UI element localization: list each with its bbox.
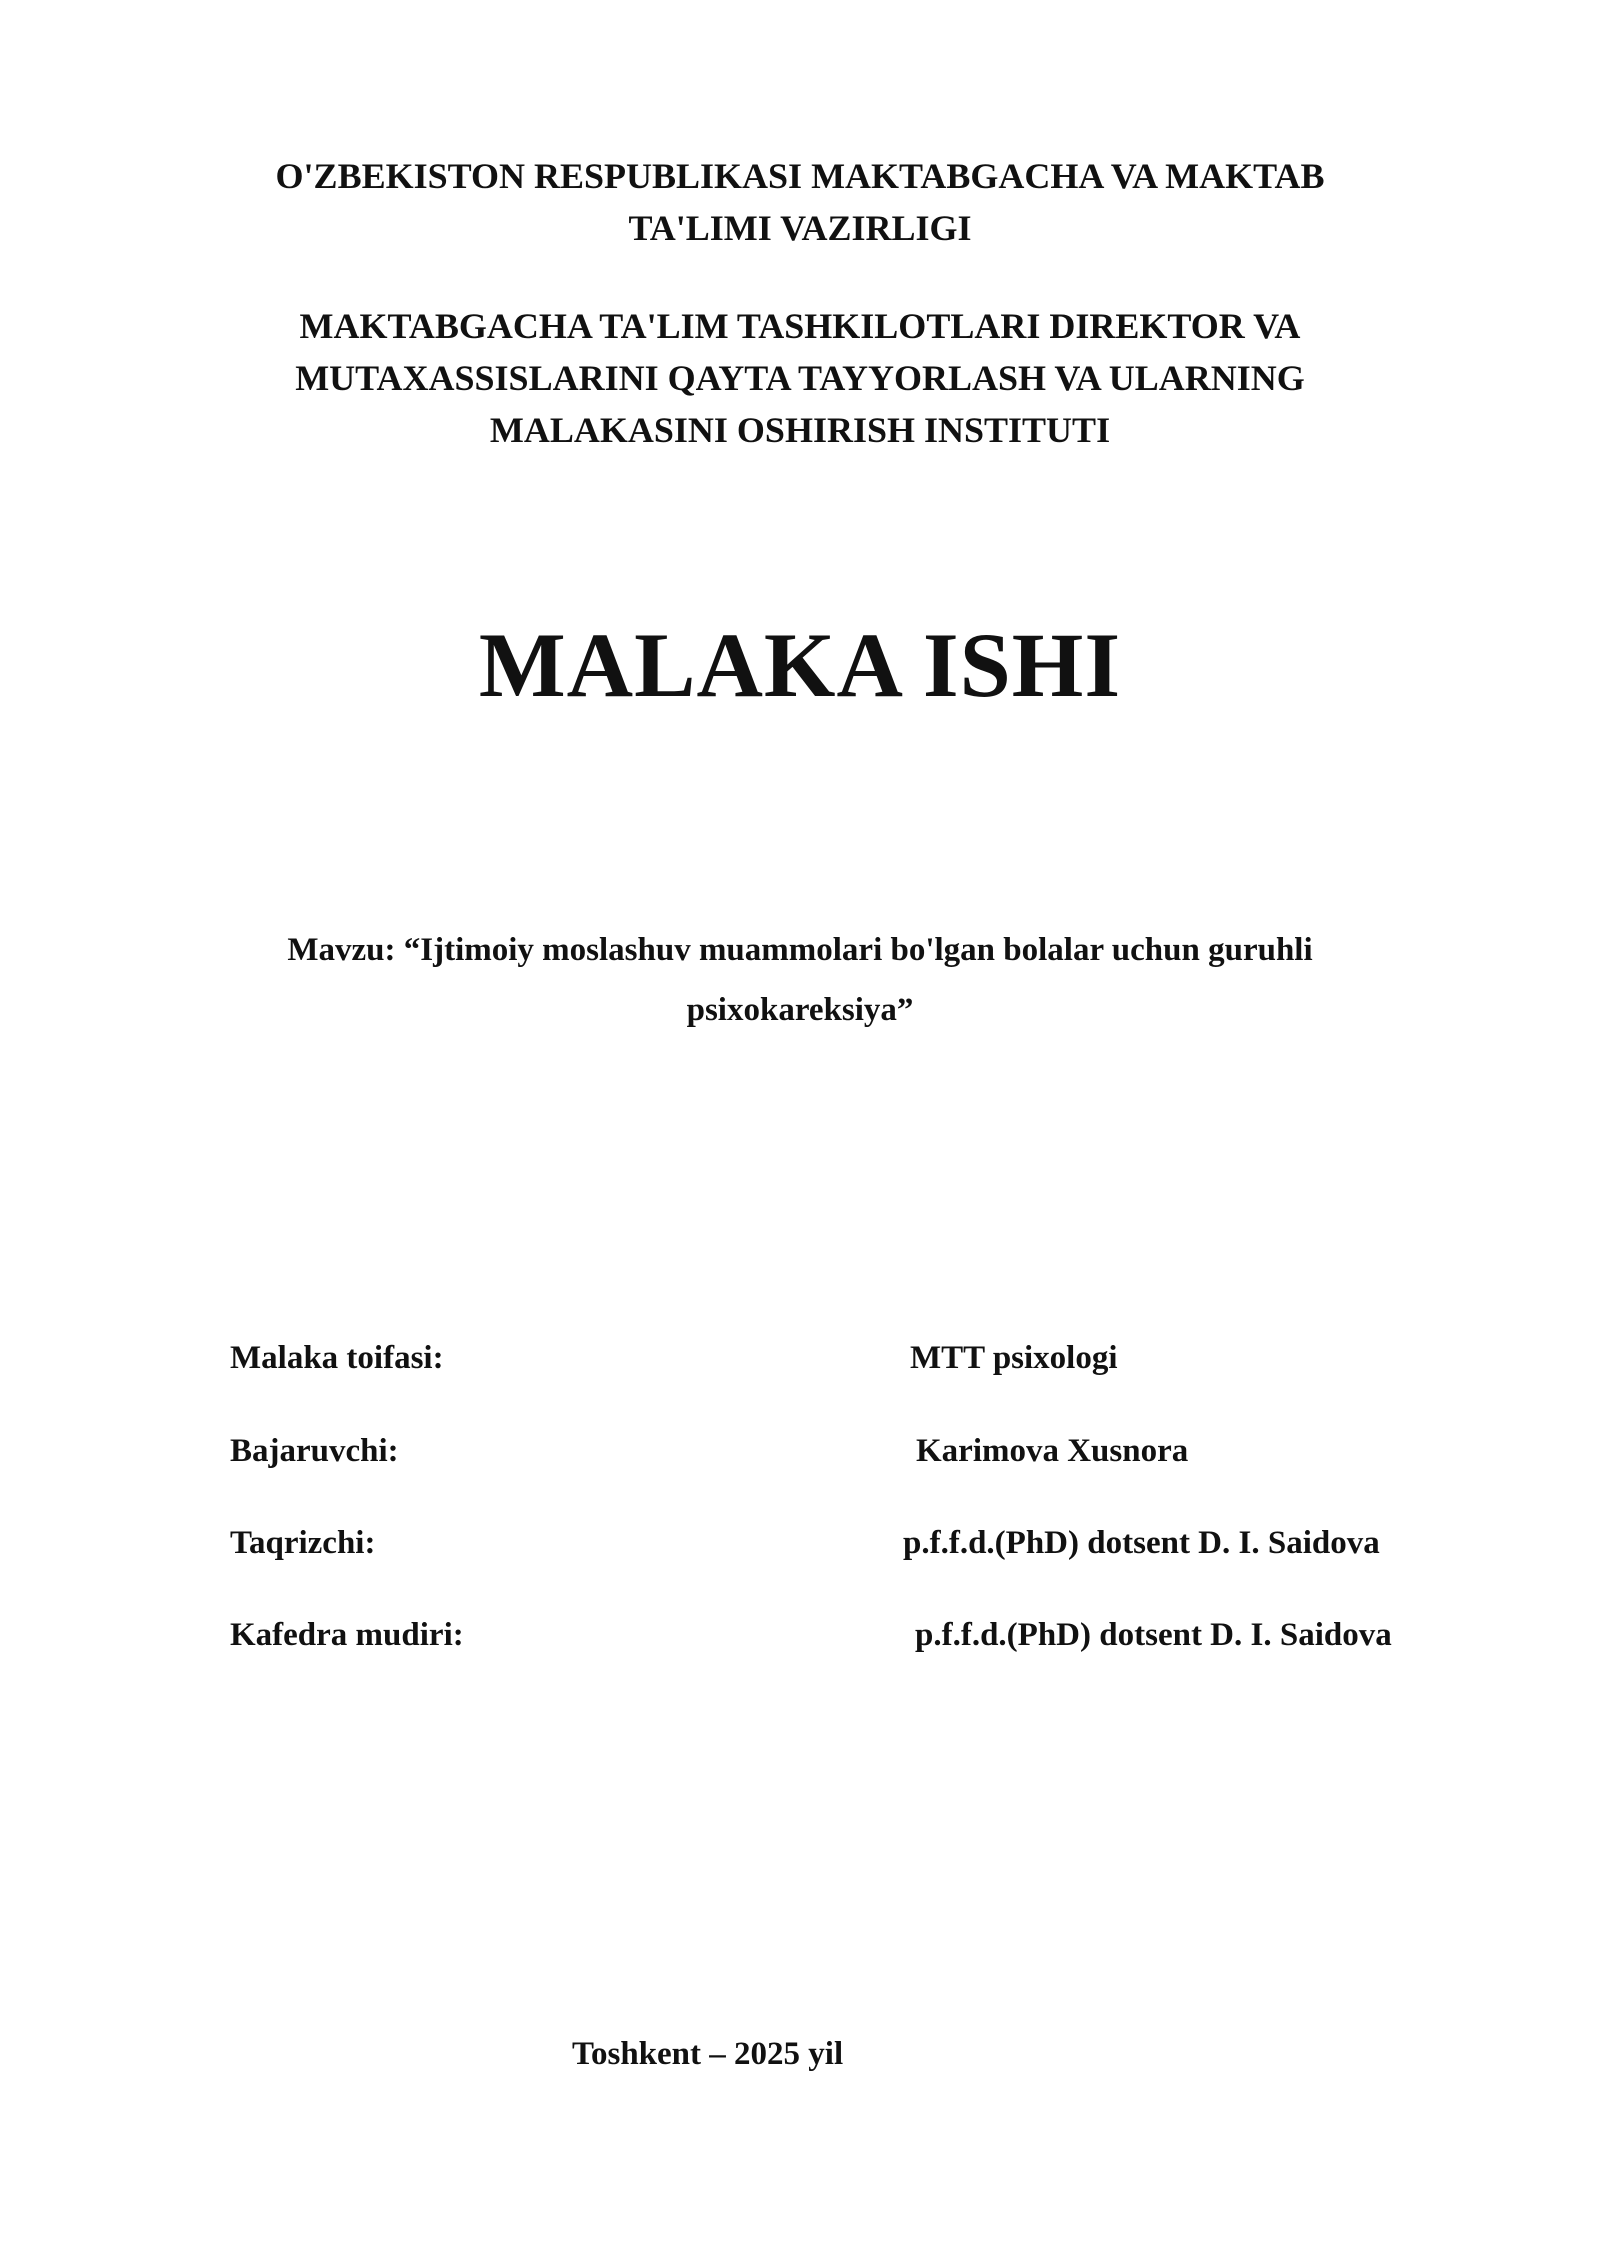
info-label: Taqrizchi: xyxy=(230,1525,376,1561)
ministry-line-1: O'ZBEKISTON RESPUBLIKASI MAKTABGACHA VA MAKTAB xyxy=(275,156,1325,196)
topic xyxy=(0,920,1600,1040)
topic-line-2: psixokareksiya” xyxy=(686,992,914,1028)
topic-line-1: Mavzu: “Ijtimoiy moslashuv muammolari bo'lgan bolalar uchun guruhli xyxy=(287,932,1313,968)
ministry-heading xyxy=(0,150,1600,254)
institute-line-1: MAKTABGACHA TA'LIM TASHKILOTLARI DIREKTOR VA xyxy=(299,306,1301,346)
institute-heading xyxy=(0,300,1600,456)
info-value: Karimova Xusnora xyxy=(916,1433,1189,1469)
info-value: p.f.f.d.(PhD) dotsent D. I. Saidova xyxy=(915,1617,1392,1653)
ministry-line-2: TA'LIMI VAZIRLIGI xyxy=(628,208,972,248)
info-row-qualification xyxy=(0,1340,1600,1390)
place-and-year: Toshkent – 2025 yil xyxy=(572,2036,844,2072)
info-label: Malaka toifasi: xyxy=(230,1340,444,1376)
info-label: Kafedra mudiri: xyxy=(230,1617,464,1653)
institute-line-2: MUTAXASSISLARINI QAYTA TAYYORLASH VA ULARNING xyxy=(295,358,1305,398)
info-value: MTT psixologi xyxy=(910,1340,1118,1376)
info-row-author xyxy=(0,1433,1600,1483)
institute-line-3: MALAKASINI OSHIRISH INSTITUTI xyxy=(489,410,1111,450)
info-value: p.f.f.d.(PhD) dotsent D. I. Saidova xyxy=(903,1525,1380,1561)
info-row-reviewer xyxy=(0,1525,1600,1575)
info-label: Bajaruvchi: xyxy=(230,1433,399,1469)
document-title: MALAKA ISHI xyxy=(478,614,1122,716)
info-row-department-head xyxy=(0,1617,1600,1667)
